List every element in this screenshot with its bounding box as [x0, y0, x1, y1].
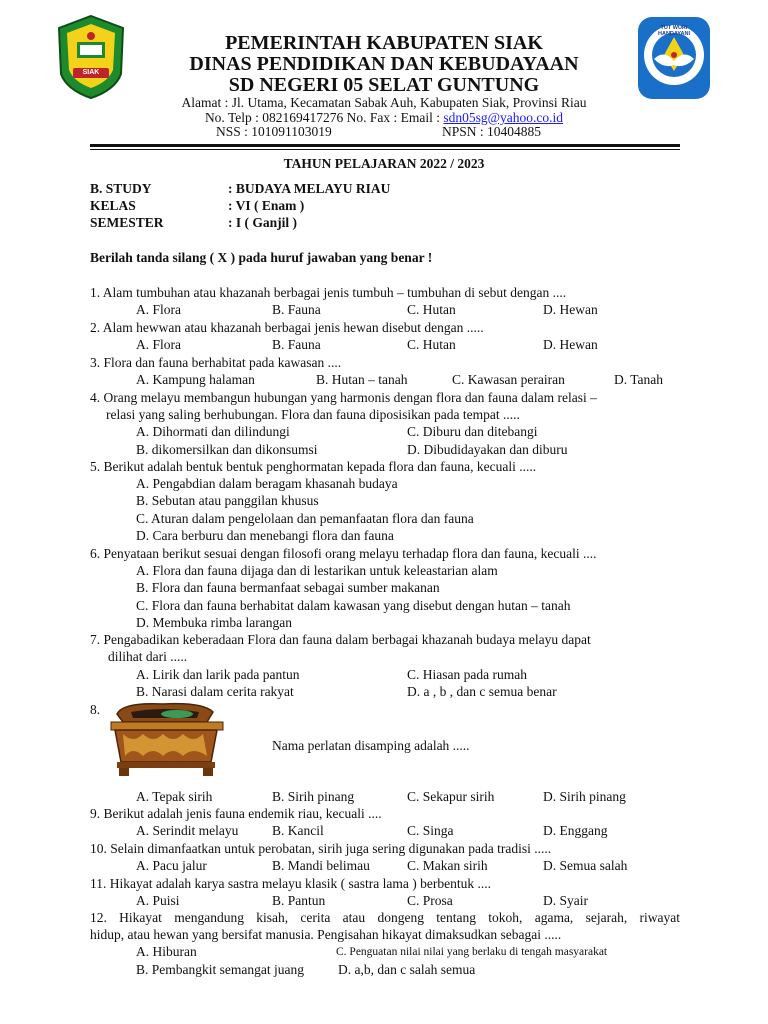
q8-option-d: D. Sirih pinang [543, 789, 626, 804]
question-4-line-2: relasi yang saling berhubungan. Flora dan fauna diposisikan pada tempat ..... [106, 407, 520, 422]
question-3: 3. Flora dan fauna berhabitat pada kawasan .... [90, 355, 342, 370]
info-label-semester: SEMESTER [90, 215, 164, 230]
q10-option-b: B. Mandi belimau [272, 858, 370, 873]
info-value-kelas: : VI ( Enam ) [228, 198, 305, 213]
q3-option-c: C. Kawasan perairan [452, 372, 565, 387]
q4-option-c: C. Diburu dan ditebangi [407, 424, 538, 439]
question-8-number: 8. [90, 702, 101, 717]
q12-option-a: A. Hiburan [136, 944, 197, 959]
q1-option-c: C. Hutan [407, 302, 456, 317]
npsn: NPSN : 10404885 [442, 124, 542, 139]
question-5: 5. Berikut adalah bentuk bentuk penghormatan kepada flora dan fauna, kecuali ..... [90, 459, 537, 474]
q8-option-c: C. Sekapur sirih [407, 789, 495, 804]
question-7-line-2: dilihat dari ..... [108, 649, 188, 664]
q11-option-a: A. Puisi [136, 893, 180, 908]
question-4-line-1: 4. Orang melayu membangun hubungan yang harmonis dengan flora dan fauna dalam relasi – [90, 390, 597, 405]
q9-option-c: C. Singa [407, 823, 454, 838]
q8-option-b: B. Sirih pinang [272, 789, 355, 804]
q10-option-c: C. Makan sirih [407, 858, 488, 873]
q7-option-b: B. Narasi dalam cerita rakyat [136, 684, 294, 699]
q10-option-a: A. Pacu jalur [136, 858, 207, 873]
q12-option-d: D. a,b, dan c salah semua [338, 962, 476, 977]
question-9: 9. Berikut adalah jenis fauna endemik riau, kecuali .... [90, 806, 382, 821]
info-label-study: B. STUDY [90, 181, 152, 196]
email-link[interactable]: sdn05sg@yahoo.co.id [443, 110, 564, 125]
q1-option-a: A. Flora [136, 302, 181, 317]
instruction: Berilah tanda silang ( X ) pada huruf jawaban yang benar ! [90, 250, 433, 265]
info-label-kelas: KELAS [90, 198, 136, 213]
q1-option-b: B. Fauna [272, 302, 321, 317]
q5-option-c: C. Aturan dalam pengelolaan dan pemanfaatan flora dan fauna [136, 511, 474, 526]
q6-option-a: A. Flora dan fauna dijaga dan di lestarikan untuk keleastarian alam [136, 563, 498, 578]
q9-option-b: B. Kancil [272, 823, 324, 838]
q11-option-c: C. Prosa [407, 893, 453, 908]
q1-option-d: D. Hewan [543, 302, 598, 317]
q6-option-d: D. Membuka rimba larangan [136, 615, 292, 630]
school-year: TAHUN PELAJARAN 2022 / 2023 [283, 156, 485, 171]
question-11: 11. Hikayat adalah karya sastra melayu klasik ( sastra lama ) berbentuk .... [90, 876, 491, 891]
header-line-3: SD NEGERI 05 SELAT GUNTUNG [228, 74, 540, 96]
question-12-line-1: 12. Hikayat mengandung kisah, cerita atau dongeng tentang tokoh, agama, sejarah, riwayat [90, 910, 680, 925]
q11-option-d: D. Syair [543, 893, 588, 908]
q2-option-c: C. Hutan [407, 337, 456, 352]
q3-option-a: A. Kampung halaman [136, 372, 255, 387]
q5-option-b: B. Sebutan atau panggilan khusus [136, 493, 319, 508]
question-10: 10. Selain dimanfaatkan untuk perobatan, sirih juga sering digunakan pada tradisi ..... [90, 841, 552, 856]
question-6: 6. Penyataan berikut sesuai dengan filosofi orang melayu terhadap flora dan fauna, kecuali .... [90, 546, 597, 561]
q7-option-c: C. Hiasan pada rumah [407, 667, 527, 682]
q10-option-d: D. Semua salah [543, 858, 628, 873]
q4-option-d: D. Dibudidayakan dan diburu [407, 442, 568, 457]
tepak-sirih-image [103, 700, 229, 778]
q7-option-a: A. Lirik dan larik pada pantun [136, 667, 300, 682]
q2-option-d: D. Hewan [543, 337, 598, 352]
phone-text: No. Telp : 082169417276 No. Fax : Email : [204, 110, 444, 125]
q3-option-d: D. Tanah [614, 372, 664, 387]
q9-option-a: A. Serindit melayu [136, 823, 239, 838]
info-value-semester: : I ( Ganjil ) [228, 215, 297, 230]
q2-option-a: A. Flora [136, 337, 181, 352]
question-2: 2. Alam hewwan atau khazanah berbagai jenis hewan disebut dengan ..... [90, 320, 484, 335]
q12-option-c: C. Penguatan nilai nilai yang berlaku di tengah masyarakat [336, 946, 608, 958]
q9-option-d: D. Enggang [543, 823, 608, 838]
q4-option-b: B. dikomersilkan dan dikonsumsi [136, 442, 318, 457]
question-1: 1. Alam tumbuhan atau khazanah berbagai jenis tumbuh – tumbuhan di sebut dengan .... [90, 285, 567, 300]
phone-line [0, 110, 768, 125]
header-divider-thick [90, 144, 680, 147]
q5-option-a: A. Pengabdian dalam beragam khasanah budaya [136, 476, 398, 491]
q4-option-a: A. Dihormati dan dilindungi [136, 424, 290, 439]
q6-option-b: B. Flora dan fauna bermanfaat sebagai sumber makanan [136, 580, 440, 595]
q5-option-d: D. Cara berburu dan menebangi flora dan fauna [136, 528, 394, 543]
q3-option-b: B. Hutan – tanah [316, 372, 408, 387]
q11-option-b: B. Pantun [272, 893, 326, 908]
q2-option-b: B. Fauna [272, 337, 321, 352]
nss: NSS : 101091103019 [216, 124, 332, 139]
question-8: Nama perlatan disamping adalah ..... [272, 738, 470, 753]
tut-wuri-handayani-text: TUT WURI HANDAYANI [658, 25, 690, 37]
info-value-study: : BUDAYA MELAYU RIAU [228, 181, 391, 196]
q8-option-a: A. Tepak sirih [136, 789, 213, 804]
address: Alamat : Jl. Utama, Kecamatan Sabak Auh, Kabupaten Siak, Provinsi Riau [181, 95, 587, 110]
header-line-1: PEMERINTAH KABUPATEN SIAK [225, 32, 543, 54]
q12-option-b: B. Pembangkit semangat juang [136, 962, 304, 977]
header-line-2: DINAS PENDIDIKAN DAN KEBUDAYAAN [189, 53, 579, 75]
question-7-line-1: 7. Pengabadikan keberadaan Flora dan fauna dalam berbagai khazanah budaya melayu dapat [90, 632, 591, 647]
question-12-line-2: hidup, atau hewan yang bersifat manusia. Pengisahan hikayat dimaksudkan sebagai ..... [90, 927, 562, 942]
siak-logo-text: SIAK [82, 69, 100, 76]
q7-option-d: D. a , b , dan c semua benar [407, 684, 557, 699]
header-divider-thin [90, 149, 680, 150]
q6-option-c: C. Flora dan fauna berhabitat dalam kawasan yang disebut dengan hutan – tanah [136, 598, 571, 613]
